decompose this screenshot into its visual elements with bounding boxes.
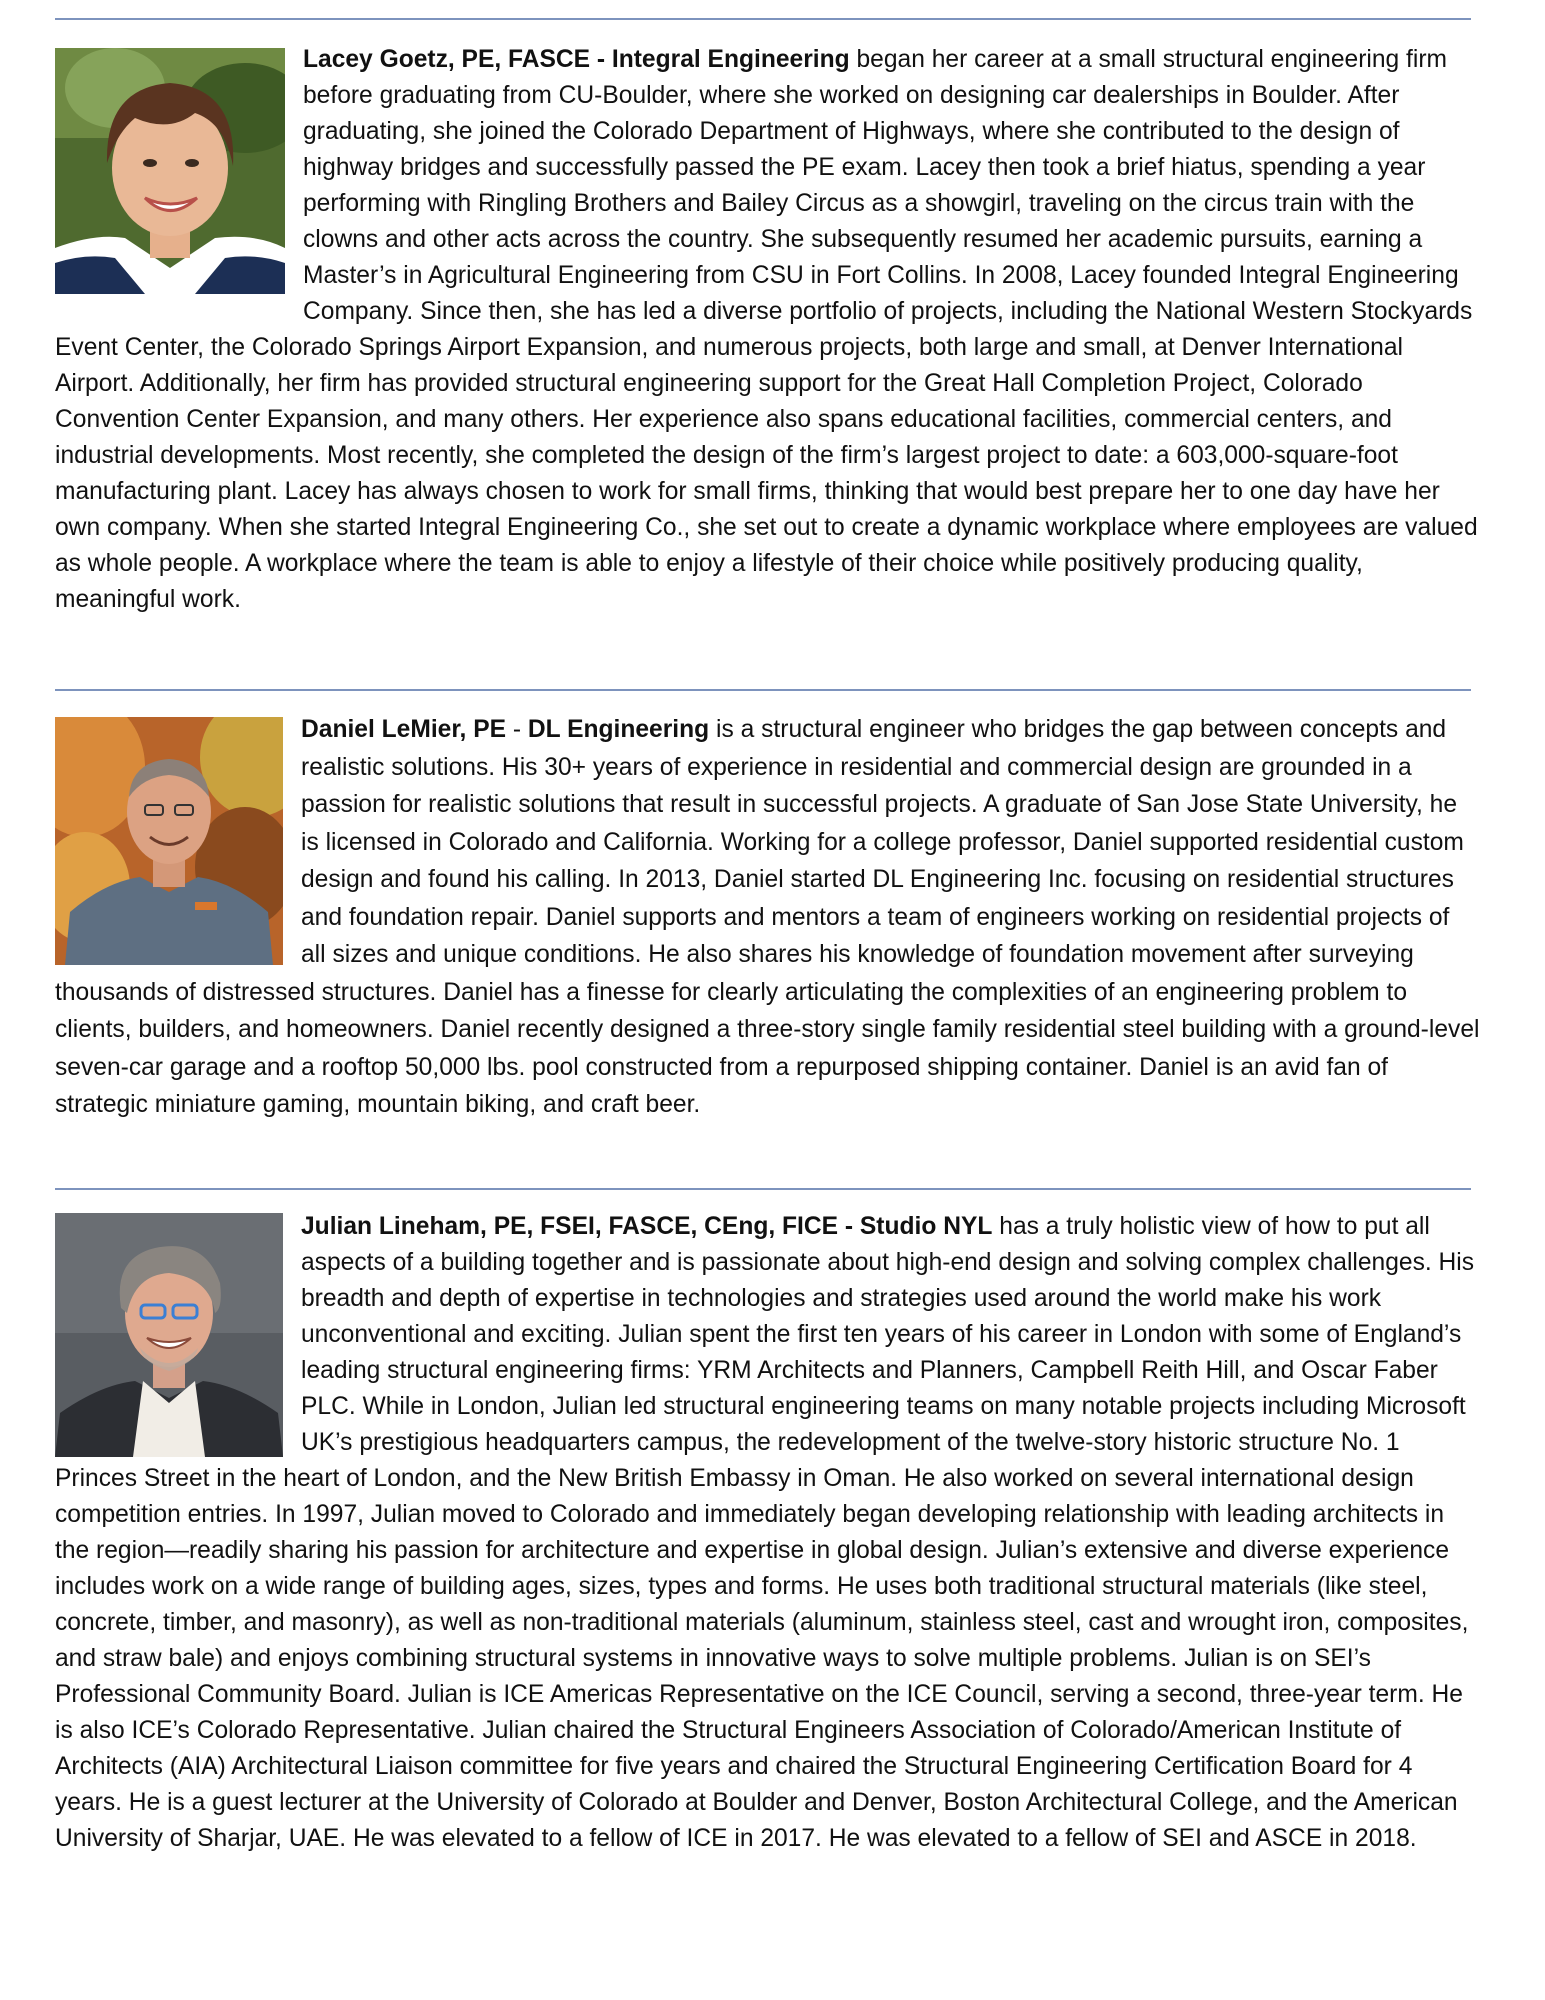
bio-julian-lineham <box>55 1209 1480 1857</box>
bio-text: has a truly holistic view of how to put all aspects of a building together and is passionate about high-end design and solving complex challenges. His breadth and depth of expertise in technologies and strategies used around the world make his work unconventional and exciting. Julian spent the first ten years of his career in London with some of England’s leading structural engineering firms: YRM Architects and Planners, Campbell Reith Hill, and Oscar Faber PLC. While in London, Julian led structural engineering teams on many notable projects including Microsoft UK’s prestigious headquarters campus, the redevelopment of the twelve-story historic structure No. 1 Princes Street in the heart of London, and the New British Embassy in Oman. He also worked on several international design competition entries. In 1997, Julian moved to Colorado and immediately began developing relationship with leading architects in the region—readily sharing his passion for architecture and expertise in global design. Julian’s extensive and diverse experience includes work on a wide range of building ages, sizes, types and forms. He uses both traditional structural materials (like steel, concrete, timber, and masonry), as well as non-traditional materials (aluminum, stainless steel, cast and wrought iron, composites, and straw bale) and enjoys combining structural systems in innovative ways to solve multiple problems. Julian is on SEI’s Professional Community Board. Julian is ICE Americas Representative on the ICE Council, serving a second, three-year term. He is also ICE’s Colorado Representative. Julian chaired the Structural Engineers Association of Colorado/American Institute of Architects (AIA) Architectural Liaison committee for five years and chaired the Structural Engineering Certification Board for 4 years. He is a guest lecturer at the University of Colorado at Boulder and Denver, Boston Architectural College, and the American University of Sharjar, UAE. He was elevated to a fellow of ICE in 2017. He was elevated to a fellow of SEI and ASCE in 2018. <box>55 1213 1475 1852</box>
section-divider <box>55 18 1471 20</box>
section-divider <box>55 1188 1471 1190</box>
bio-text: began her career at a small structural engineering firm before graduating from CU-Boulder, where she worked on designing car dealerships in Boulder. After graduating, she joined the Colorado Department of Highways, where she contributed to the design of highway bridges and successfully passed the PE exam. Lacey then took a brief hiatus, spending a year performing with Ringling Brothers and Bailey Circus as a showgirl, traveling on the circus train with the clowns and other acts across the country. She subsequently resumed her academic pursuits, earning a Master’s in Agricultural Engineering from CSU in Fort Collins. In 2008, Lacey founded Integral Engineering Company. Since then, she has led a diverse portfolio of projects, including the National Western Stockyards Event Center, the Colorado Springs Airport Expansion, and numerous projects, both large and small, at Denver International Airport. Additionally, her firm has provided structural engineering support for the Great Hall Completion Project, Colorado Convention Center Expansion, and many others. Her experience also spans educational facilities, commercial centers, and industrial developments. Most recently, she completed the design of the firm’s largest project to date: a 603,000-square-foot manufacturing plant. Lacey has always chosen to work for small firms, thinking that would best prepare her to one day have her own company. When she started Integral Engineering Co., she set out to create a dynamic workplace where employees are valued as whole people. A workplace where the team is able to enjoy a lifestyle of their choice while positively producing quality, meaningful work. <box>55 46 1478 613</box>
portrait-photo-lacey <box>55 48 285 294</box>
bio-name: Lacey Goetz, PE, FASCE - Integral Engineering <box>303 46 850 73</box>
bio-daniel-lemier <box>55 711 1480 1124</box>
bio-company: DL Engineering <box>527 716 710 743</box>
bio-name: Julian Lineham, PE, FSEI, FASCE, CEng, FICE - Studio NYL <box>301 1213 993 1240</box>
bio-text: is a structural engineer who bridges the gap between concepts and realistic solutions. His 30+ years of experience in residential and commercial design are grounded in a passion for realistic solutions that result in successful projects. A graduate of San Jose State University, he is licensed in Colorado and California. Working for a college professor, Daniel supported residential custom design and found his calling. In 2013, Daniel started DL Engineering Inc. focusing on residential structures and foundation repair. Daniel supports and mentors a team of engineers working on residential projects of all sizes and unique conditions. He also shares his knowledge of foundation movement after surveying thousands of distressed structures. Daniel has a finesse for clearly articulating the complexities of an engineering problem to clients, builders, and homeowners. Daniel recently designed a three-story single family residential steel building with a ground-level seven-car garage and a rooftop 50,000 lbs. pool constructed from a repurposed shipping container. Daniel is an avid fan of strategic miniature gaming, mountain biking, and craft beer. <box>55 716 1480 1118</box>
section-divider <box>55 689 1471 691</box>
name-separator: - <box>506 716 528 743</box>
bio-name: Daniel LeMier, PE <box>301 716 507 743</box>
portrait-photo-julian <box>55 1213 283 1457</box>
portrait-photo-daniel <box>55 717 283 965</box>
bio-lacey-goetz <box>55 42 1480 618</box>
